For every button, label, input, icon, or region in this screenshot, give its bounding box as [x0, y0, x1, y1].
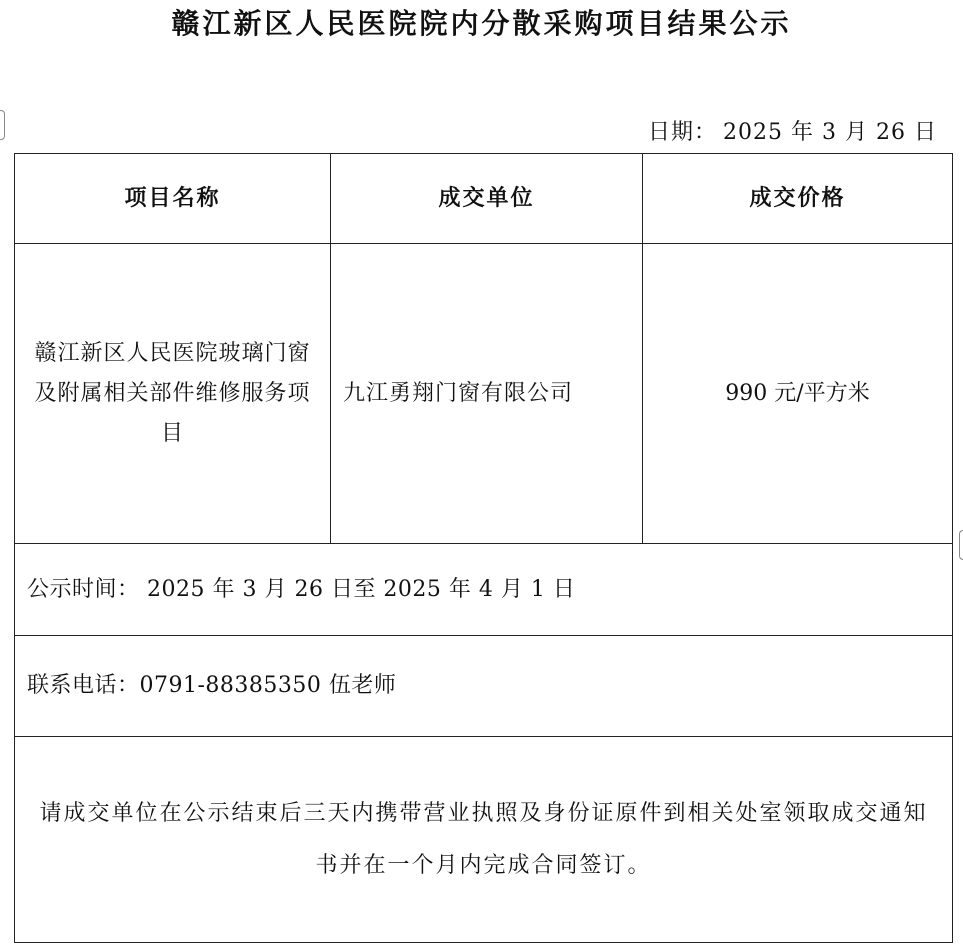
contact-info: 联系电话：0791-88385350 伍老师	[15, 636, 953, 737]
document-title: 赣江新区人民医院院内分散采购项目结果公示	[171, 7, 792, 40]
cell-project-name: 赣江新区人民医院玻璃门窗及附属相关部件维修服务项目	[15, 244, 331, 544]
result-table	[14, 153, 953, 943]
cell-price: 990 元/平方米	[643, 244, 953, 544]
notice-row	[15, 737, 953, 943]
header-winning-unit: 成交单位	[331, 154, 643, 244]
cell-winning-unit: 九江勇翔门窗有限公司	[331, 244, 643, 544]
table-row	[15, 244, 953, 544]
header-row	[15, 154, 953, 244]
contact-row	[15, 636, 953, 737]
page-edge-marker-right	[959, 530, 963, 560]
announcement-period: 公示时间： 2025 年 3 月 26 日至 2025 年 4 月 1 日	[15, 544, 953, 636]
period-row	[15, 544, 953, 636]
header-project-name: 项目名称	[15, 154, 331, 244]
header-price: 成交价格	[643, 154, 953, 244]
date-value: 2025 年 3 月 26 日	[723, 120, 937, 145]
notice-text: 请成交单位在公示结束后三天内携带营业执照及身份证原件到相关处室领取成交通知书并在一个月内完成合同签订。	[15, 737, 953, 943]
page-edge-marker-left	[0, 110, 5, 140]
date-line	[642, 118, 937, 148]
date-label: 日期：	[648, 120, 718, 145]
